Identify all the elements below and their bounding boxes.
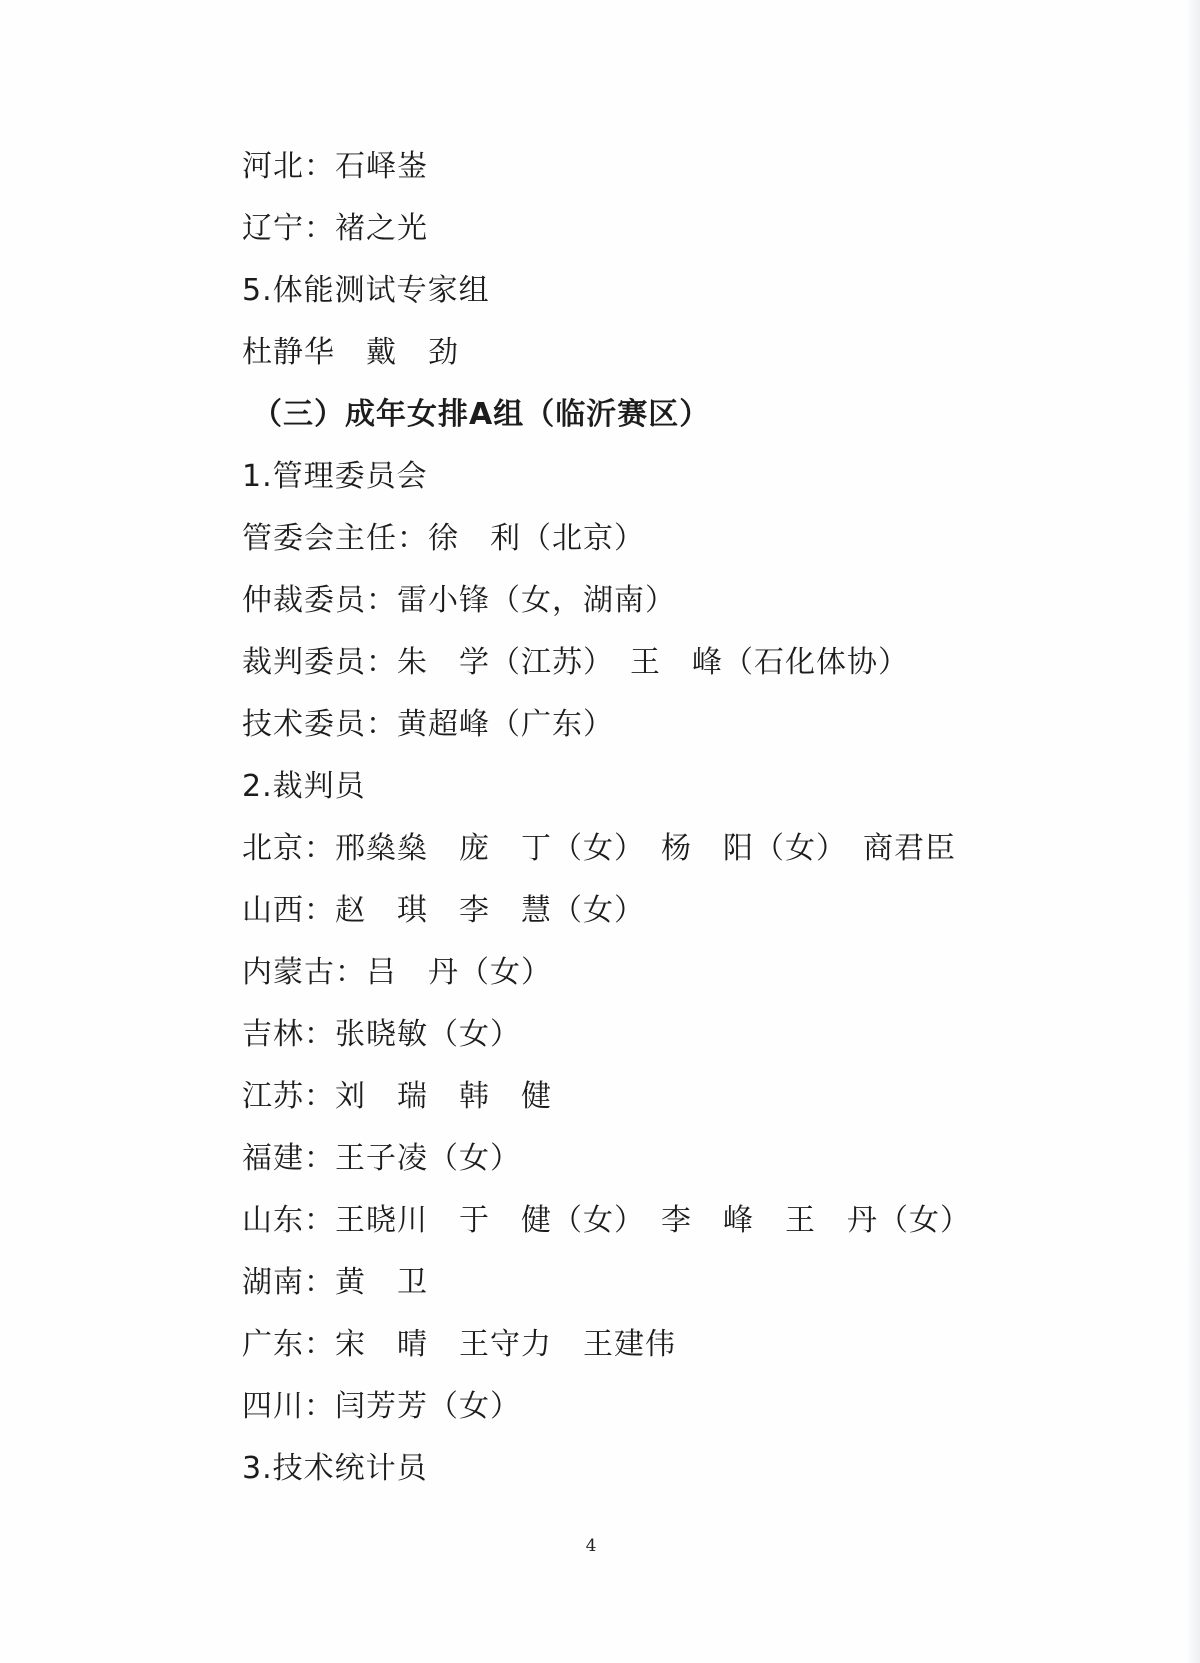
section-heading-technical-statisticians: 3.技术统计员: [242, 1451, 428, 1486]
referee-line-fujian: 福建：王子凌（女）: [242, 1141, 521, 1176]
arbitration-member: 仲裁委员：雷小锋（女，湖南）: [242, 583, 676, 618]
referee-line-beijing: 北京：邢燊燊 庞 丁（女） 杨 阳（女） 商君臣: [242, 831, 956, 866]
referee-line-guangdong: 广东：宋 晴 王守力 王建伟: [242, 1327, 676, 1362]
referee-line-sichuan: 四川：闫芳芳（女）: [242, 1389, 521, 1424]
referee-line-hunan: 湖南：黄 卫: [242, 1265, 428, 1300]
referee-committee-members: 裁判委员：朱 学（江苏） 王 峰（石化体协）: [242, 645, 909, 680]
technical-committee-member: 技术委员：黄超峰（广东）: [242, 707, 614, 742]
referee-line-jilin: 吉林：张晓敏（女）: [242, 1017, 521, 1052]
committee-director: 管委会主任：徐 利（北京）: [242, 521, 645, 556]
page-number: 4: [585, 1536, 597, 1556]
referee-line-jiangsu: 江苏：刘 瑞 韩 健: [242, 1079, 552, 1114]
referee-line-liaoning: 辽宁：褚之光: [242, 211, 428, 246]
page-edge-shadow: [1186, 0, 1200, 1663]
referee-line-hebei: 河北：石峄崟: [242, 149, 428, 184]
referee-line-shanxi: 山西：赵 琪 李 慧（女）: [242, 893, 645, 928]
referee-line-inner-mongolia: 内蒙古：吕 丹（女）: [242, 955, 552, 990]
fitness-experts-names: 杜静华 戴 劲: [242, 335, 459, 370]
section-heading-management-committee: 1.管理委员会: [242, 459, 428, 494]
section-heading-fitness-test-experts: 5.体能测试专家组: [242, 273, 490, 308]
section-heading-referees: 2.裁判员: [242, 769, 366, 804]
referee-line-shandong: 山东：王晓川 于 健（女） 李 峰 王 丹（女）: [242, 1203, 971, 1238]
section-heading-adult-women-group-a: （三）成年女排A组（临沂赛区）: [252, 397, 711, 432]
